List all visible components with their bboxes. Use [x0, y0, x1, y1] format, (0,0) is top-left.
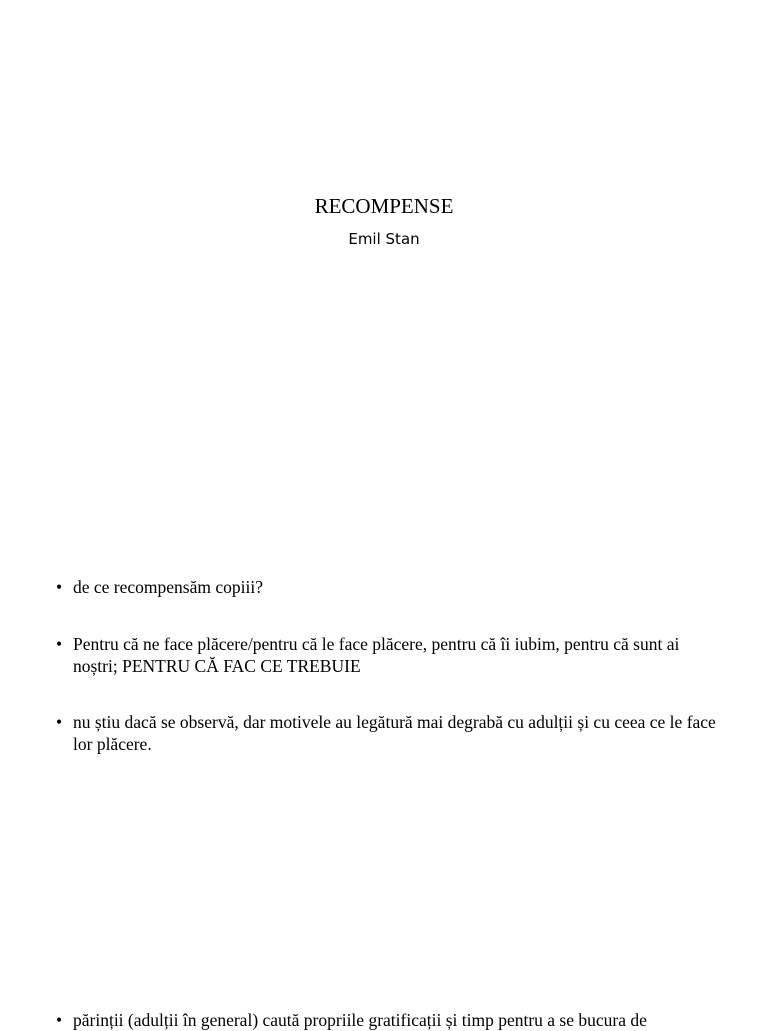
bullet-icon: • — [56, 712, 63, 732]
bullet-item — [56, 633, 716, 677]
bullet-item — [56, 1009, 716, 1031]
bullet-text: nu știu dacă se observă, dar motivele au legătură mai degrabă cu adulții și cu ceea ce le face lor plăcere. — [73, 712, 716, 754]
bullet-text: părinții (adulții în general) caută propriile gratificații și timp pentru a se bucura de — [73, 1010, 647, 1030]
bullet-item — [56, 576, 716, 598]
bullet-icon: • — [56, 634, 63, 654]
slide-author: Emil Stan — [348, 230, 420, 248]
bullet-icon: • — [56, 577, 63, 597]
bullet-item — [56, 711, 716, 755]
bullet-text: Pentru că ne face plăcere/pentru că le face plăcere, pentru că îi iubim, pentru că sunt ai noștri; PENTRU CĂ FAC CE TREBUIE — [73, 634, 680, 676]
bullet-text: de ce recompensăm copiii? — [73, 577, 263, 597]
bullet-icon: • — [56, 1010, 63, 1030]
slide-title: RECOMPENSE — [314, 194, 454, 218]
